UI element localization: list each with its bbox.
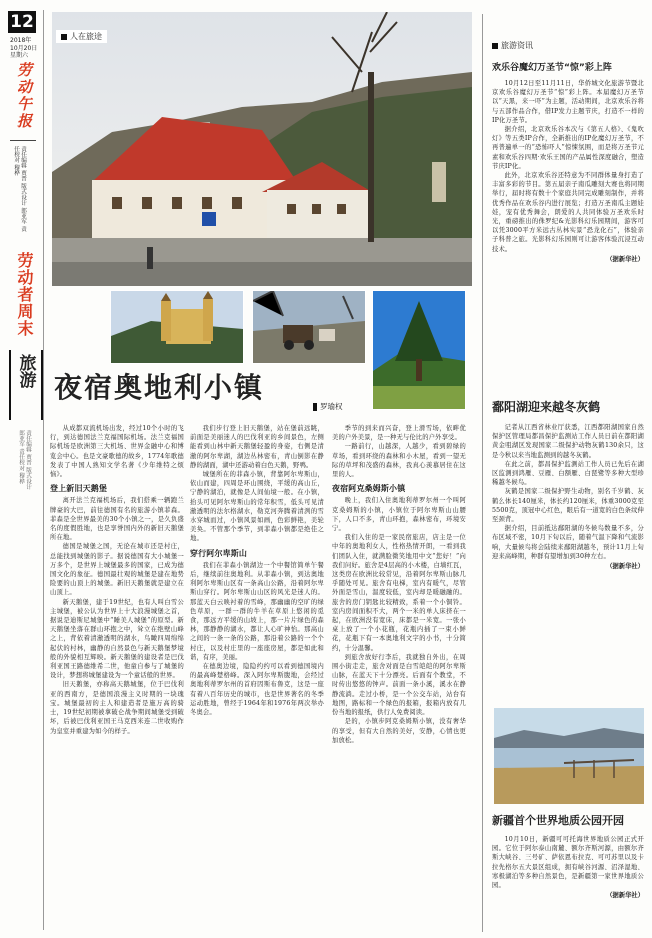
date-year: 2018年: [10, 37, 32, 44]
inset-photo-carriage: [252, 290, 366, 364]
news-credit-2: （据新华社）: [606, 563, 644, 571]
section-label-news: [492, 40, 533, 51]
section-tab: [9, 350, 43, 420]
subheading: 穿行阿尔卑斯山: [190, 548, 248, 558]
paragraph: 记者从江西省林业厅获悉，江西都阳湖国家自然保护区管理局都昌保护监测站工作人员日前在都阳湖黄金咀湖区发现国家二级保护动物灰鹤130余只，这是今秋以来当地监测到的越冬灰鹤。: [492, 424, 644, 459]
date-day: 10月20日: [10, 44, 38, 52]
paragraph: 德国是城堡之国，无论在城市还是村庄，总能找到城堡的影子。据说德国有大小城堡一万多个，是世界上城堡最多的国家，已成为德国文化的象征。德国最壮观的城堡是建在地势险要的山顶上的城堡。新旧天鹅堡就是建立在山顶上。: [50, 543, 184, 597]
paragraph: 我们入住的是一家民宿旅店，店主是一位中年的奥地利女人，性格热情开朗，一看到我们团队入住，就满脸微笑地用中文“您好！”向我们问好。旅舍是4层高的小木楼，白墙红瓦，这类房在欧洲比较常见，沿着阿尔卑斯山脉几乎随处可见。旅舍有电梯，室内有暖气，尽管外面是雪山，温度较低，室内却是暖融融的。旅舍的房门钥匙比较精致，系着一个小铜铃。室内房间面积不大，两个一米的单人床挤在一起，在欧洲没有宽床，床都是一米宽。一张小桌上放了一个小花瓶，花瓶内插了一束小鲜花，花瓶下有一本奥地利文字的小书，十分简约，十分温馨。: [332, 534, 466, 652]
carriage-photo: [253, 291, 365, 363]
tree-meadow-photo: [373, 291, 465, 409]
paragraph: 10月12日至11月11日，华侨城文化旅游节暨北京欢乐谷魔幻万圣节“惊”彩上阵。本届魔幻万圣节以“天黑，来一吓”为主题，活动期间，北京欢乐谷将与五部作品合作，借IP发力主题节庆，打造不一样的IP化万圣节。: [492, 80, 644, 124]
paragraph: 我们在菲森小镇湖边一个中餐馆简单午餐后，继续前往奥地利。从菲森小镇，到达奥地利阿尔卑斯山区有一条高山公路，沿着阿尔卑斯山穿行。阿尔卑斯山山区的风光是迷人的。那蓝天白云映衬着的雪峰，那幽幽的空旷的绿色草原，一群一群的牛羊在草原上悠闲的觅食，那远方平缓的山坡上，那一片片绿色的森林，那静静的湖水，都让人心旷神怡。那高山之间的一条一条的公路，那沿着公路的一个个村庄，以及村庄里的一座座房屋，都是如此和谐，有序，美丽。: [190, 561, 324, 661]
paragraph: 据介绍，北京欢乐谷本次与《第五人格》、《鬼吹灯》等五类IP合作，全新推出的IP化魔幻万圣节，不再普遍单一的“恐怖吓人”惊悚氛围，而是将万圣节元素和欢乐谷四期·欢乐王国的产品属性深度融合，塑造节庆IP化。: [492, 126, 644, 170]
paragraph: 在此之前，都昌保护监测站工作人员已先后在湖区监测到鸿雁、豆雁、白额雁、白琵鹭等多种大型珍稀越冬候鸟。: [492, 460, 644, 487]
news-article-2: [492, 398, 644, 570]
inset-photo-castle: [110, 290, 244, 364]
article-column-3: [332, 424, 466, 932]
section-label-news-text: 旅游资讯: [501, 41, 533, 50]
news-credit-3: （据新华社）: [606, 892, 644, 900]
news-title-1: 欢乐谷魔幻万圣节“惊”彩上阵: [492, 63, 612, 73]
editor-credits-lower: 责任编辑 贾晋 版式设计 郎亚军 责任校对 穆桦: [18, 430, 31, 490]
section-name: 旅游: [15, 354, 36, 388]
news-title-3: 新疆首个世界地质公园开园: [492, 814, 624, 827]
news-body-3: [492, 835, 644, 890]
paragraph: 旧天鹅堡，亦称高天鹅城堡，位于巴伐利亚的西南方，是德国浪漫主义时期的一块瑰宝。城堡最初的主人和建造者是施万高的骑士，19世纪初期被拿破仑战争期间城堡受到破坏，后被巴伐利亚国王马克西米连二世收购作为皇室并重建为如今的样子。: [50, 681, 184, 735]
castle-photo: [111, 291, 243, 363]
news-article-1: [492, 60, 644, 263]
paragraph: 晚上，我们入住奥地利蒂罗尔州一个叫阿克桑姆斯的小镇，小镇位于阿尔卑斯山山腰下，人口不多，青山环抱，森林密布，环境安宁。: [332, 497, 466, 533]
article-column-1: [50, 424, 184, 932]
paragraph: 新天鹅堡，建于19世纪，也有人叫白雪公主城堡，被公认为世界上十大浪漫城堡之首，据说是迪斯尼城堡中“睡美人城堡”的原型。新天鹅堡坐落在群山环抱之中，耸立在绝壁山峰之上，背依着清澈透明的湖水，鸟瞰四周绵绵起伏的村林，幽静的自然景色与新天鹅堡梦境般的外貌相互辉映。新天鹅堡的建设者是巴伐利亚国王路德维希二世，他童自参与了城堡的设计，梦想将城堡建设为一个童话般的世界。: [50, 598, 184, 680]
paragraph: 到旅舍放好行李后，我就独自外出，在周围小街走走，旅舍对面是白雪皑皑的阿尔卑斯山脉，在蓝天下十分漂亮。后面有个教堂，不时传出悠悠的钟声。前面一条小溪，溪水在静静流淌。走过小桥，是一个公交车站，站台有地图，路标和一个绿色的报箱，报箱内放有几份当地的报纸，供行人免费阅读。: [332, 653, 466, 717]
byline-text: 罗瑜权: [320, 402, 343, 411]
masthead-rule: [10, 140, 36, 141]
editor-credits: 责任编辑 贾晋 版式设计 郎亚军 责任校对 穆桦: [13, 146, 26, 232]
news-title-2: 鄱阳湖迎来越冬灰鹤: [492, 400, 601, 414]
paragraph: 据介绍，目前抵达鄱阳湖的冬候鸟数量不多，分布区域不密，10月下旬以后，随着气温下降和气流影响，大量候鸟将会陆续来鄱阳湖越冬，预计11月上旬迎来高峰期，种群有望增加到30种左右。: [492, 525, 644, 560]
paragraph: 灰鹤是国家二级保护野生动物，别名千岁鹤、灰鹤么体长140厘米，体长约120厘米，体重3000克至5500克，顶冠中心红色，眼后有一道宽的白色条纹伸至颈背。: [492, 488, 645, 524]
news-article-3: [492, 812, 644, 899]
right-divider: [482, 14, 483, 932]
paragraph: 从成都双流机场出发，经过10个小时的飞行，到达德国法兰克福国际机场。法兰克福国际机场是欧洲第三大机场、世界金融中心和博览会中心。也是文豪歌德的故乡，1774年歌德发表了中国人熟知文学名著《少年维特之烦恼》。: [50, 425, 184, 479]
article-column-2: [190, 424, 324, 932]
section-label-travel: [56, 30, 107, 43]
lake-photo: [494, 708, 644, 804]
subheading: 夜宿阿克桑姆斯小镇: [332, 484, 406, 494]
inset-photo-tree: [372, 290, 466, 410]
square-bullet-icon: [61, 34, 67, 40]
section-label-text: 人在旅途: [70, 32, 102, 41]
news-credit-1: （据新华社）: [606, 255, 644, 263]
paragraph: 一路前行，山越深，人越少，看到碧绿的草场，看到环绕的森林和小木屋，看到一望无际的草坪和茂盛的森林，我真心羡慕居住在这里的人。: [332, 443, 466, 479]
paragraph: 我们步行登上旧天鹅堡，站在堡前远眺，前面是美丽迷人的巴伐利亚的乡间景色，左侧能看到山林中新天鹅堡轻盈的身姿，右侧是清澈的阿尔卑湖，湖边丛林密布，青山倒影在静静的湖面，湖中还游动着白色天鹅，野鸭。: [190, 425, 324, 469]
subheading: 登上新旧天鹅堡: [50, 484, 108, 494]
paragraph: 此外，北京欢乐谷还特意为不同群体量身打造了丰富多彩的节目。第五届亲子南瓜雕刻大赛也将同期举行，届时将有数十个家庭共同完成雕刻制作，并将优秀作品在欢乐谷内进行展览；打造万圣南瓜主题娃娃，宠有优秀舞会，朗爱的人共同体验万圣欢乐时光，重磅推出的侏罗纪&光影科幻乐园期间，游客可以凭3000平方米远古丛林实景“恐龙化石”，体验亲子科普之旅。光影科幻乐园则可让游客体验沉浸互动技术。: [492, 172, 644, 253]
date-weekday: 星期六: [10, 52, 29, 59]
news-body-2: [492, 423, 644, 561]
byline: [313, 401, 343, 412]
headline: 夜宿奥地利小镇: [54, 371, 265, 404]
newspaper-name: 劳动午报: [15, 62, 33, 130]
geopark-photo: [494, 708, 644, 804]
paragraph: 季节的到来而兴奋，登上滑雪场，依畔优美的户外美景，是一种无与伦比的户外享受。: [332, 425, 466, 442]
news-body-1: [492, 79, 644, 254]
issue-date: [10, 37, 37, 60]
left-divider: [43, 10, 44, 930]
page-number: 12: [8, 11, 36, 33]
square-bullet-icon: [492, 43, 498, 49]
paragraph: 城堡所在的菲森小镇，背靠阿尔卑斯山，依山而建，四周是环山围绕，平缓的高山丘，宁静的湖泊，就像是人间仙境一般。在小镇，抬头可见阿尔卑斯山的常年积雪，低头可见清澈透明的法尔格湖水，勒克河奔腾着清洌的雪水穿城而过，小镇风景如画，色彩鲜艳，美轮美奂。不管那个季节，到菲森小镇都是绝佳之地。: [190, 471, 324, 543]
main-photo: [52, 12, 472, 286]
paragraph: 10月10日，新疆可可托海世界地质公园正式开园。它位于阿尔泰山南麓、额尔齐斯河源，由额尔齐斯大峡谷、三号矿、萨依恩布拉克、可可苏里以及卡拉先格尔五大景区组成，拥有峡谷河源、沼泽湿地、寒极湖泊等多种自然景色，是新疆第一家世界地质公园。: [492, 836, 644, 890]
weekend-title: 劳动者周末: [15, 252, 34, 337]
byline-bar: [313, 403, 317, 411]
paragraph: 在德奥边境，隐隐约约可以看到德国境内的最高峰楚格峰。深入阿尔卑斯腹地，会经过奥地利蒂罗尔州的首府因斯布鲁克，这是一座有着八百年历史的城市，也是世界著名的冬季运动胜地，曾经于1964年和1976年两次举办冬奥会。: [190, 663, 324, 717]
paragraph: 离开法兰克福机场后，我们搭乘一辆跑兰牌豪的大巴，前往德国有名的旅游小镇菲森。菲森是全世界最美的30个小镇之一，是久负盛名的度假胜地，也是享誉国内外的新旧天鹅堡所在地。: [50, 497, 184, 542]
newspaper-logo: [14, 62, 35, 130]
paragraph: 是的，小镇步阿克桑姆斯小镇，没有奢华的享受，但有大自然的美好，安静，心情也更加放松。: [332, 718, 466, 744]
alpine-village-photo: [52, 12, 472, 286]
